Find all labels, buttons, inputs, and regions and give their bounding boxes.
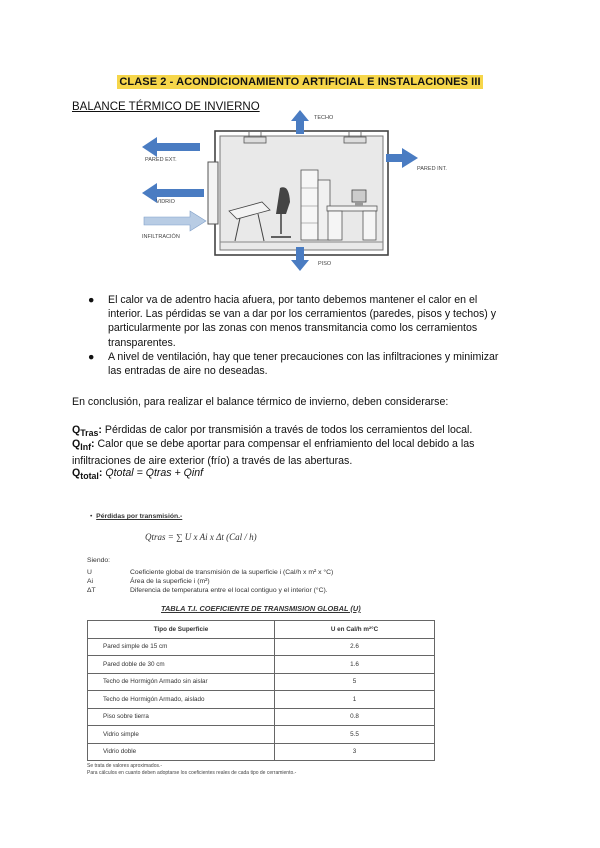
file-cabinet [301, 170, 330, 240]
label-piso: PISO [318, 261, 332, 267]
label-vidrio: VIDRIO [156, 199, 175, 205]
label-infiltracion: INFILTRACIÓN [142, 234, 180, 240]
table-row: Vidrio simple 5.5 [88, 726, 435, 744]
table-row: Pared doble de 30 cm 1.6 [88, 656, 435, 674]
bullet-dot: • [90, 513, 97, 520]
excerpt-bullet: • Pérdidas por transmisión.- [90, 513, 183, 520]
table-header: Tipo de Superficie [88, 621, 275, 639]
var-u-desc: Coeficiente global de transmisión de la superficie i (Cal/h x m² x °C) [130, 569, 334, 576]
list-item: ● A nivel de ventilación, hay que tener precauciones con las infiltraciones y minimizar las entradas de aire no deseadas. [88, 350, 499, 378]
conclusion-text: En conclusión, para realizar el balance térmico de invierno, deben considerarse: [72, 396, 449, 408]
formula: Qtras = ∑ U x Ai x Δt (Cal / h) [145, 532, 257, 542]
table-note: Para cálculos en cuanto deben adoptarse los coeficientes reales de cada tipo de cerramiento.- [87, 770, 297, 776]
label-pared-int: PARED INT. [417, 166, 447, 172]
list-item: ● El calor va de adentro hacia afuera, por tanto debemos mantener el calor en el interior. Las pérdidas se van a dar por los cerramientos (paredes, pisos y techos) y particularmente por las zonas con menos transmitancia como los cerramientos transparentes. [88, 294, 497, 349]
table-note: Se trata de valores aproximados.- [87, 763, 163, 769]
table-header-row [88, 621, 435, 639]
siendo-label: Siendo: [87, 557, 111, 564]
var-dt-desc: Diferencia de temperatura entre el local contiguo y el interior (°C). [130, 587, 328, 594]
label-pared-ext: PARED EXT. [145, 157, 177, 163]
table-title: TABLA T.I. COEFICIENTE DE TRANSMISION GLOBAL (U) [161, 604, 361, 613]
table-header: U en Cal/h m²°C [275, 621, 435, 639]
var-ai-symbol: Ai [87, 578, 94, 585]
thermal-diagram [140, 110, 460, 272]
bullet-dot: ● [88, 350, 95, 363]
definition-qinf: $Q_{Inf}$: Calor que se debe aportar para compensar el enfriamiento del local debido a las infiltraciones de aire exterior (frío) a través de las aberturas. [72, 438, 475, 468]
arrow-right-infiltracion [144, 211, 206, 231]
table-row: Vidrio doble 3 [88, 743, 435, 761]
bullet-dot: ● [88, 294, 95, 306]
var-ai-desc: Área de la superficie i (m²) [130, 578, 210, 585]
page-title [0, 72, 600, 90]
section-title: BALANCE TÉRMICO DE INVIERNO [72, 101, 260, 113]
table-row: Pared simple de 15 cm 2.6 [88, 638, 435, 656]
table-row: Techo de Hormigón Armado, aislado 1 [88, 691, 435, 709]
var-dt-symbol: ΔT [87, 587, 96, 594]
page-title-text: CLASE 2 - ACONDICIONAMIENTO ARTIFICIAL E INSTALACIONES III [119, 76, 481, 88]
label-techo: TECHO [314, 115, 334, 121]
bullet-list [88, 293, 508, 378]
window [208, 162, 218, 224]
definition-qtras: $Q_{Tras}$: Pérdidas de calor por transmisión a través de todos los cerramientos del local. [72, 424, 473, 439]
u-coefficient-table [87, 620, 435, 761]
arrow-left-pared-ext [142, 137, 200, 157]
table-row: Piso sobre tierra 0.8 [88, 708, 435, 726]
var-u-symbol: U [87, 569, 92, 576]
definition-qtotal: $Q_{total}$: Qtotal = Qtras + Qinf [72, 467, 204, 482]
arrow-right-pared-int [386, 148, 418, 168]
table-row: Techo de Hormigón Armado sin aislar 5 [88, 673, 435, 691]
